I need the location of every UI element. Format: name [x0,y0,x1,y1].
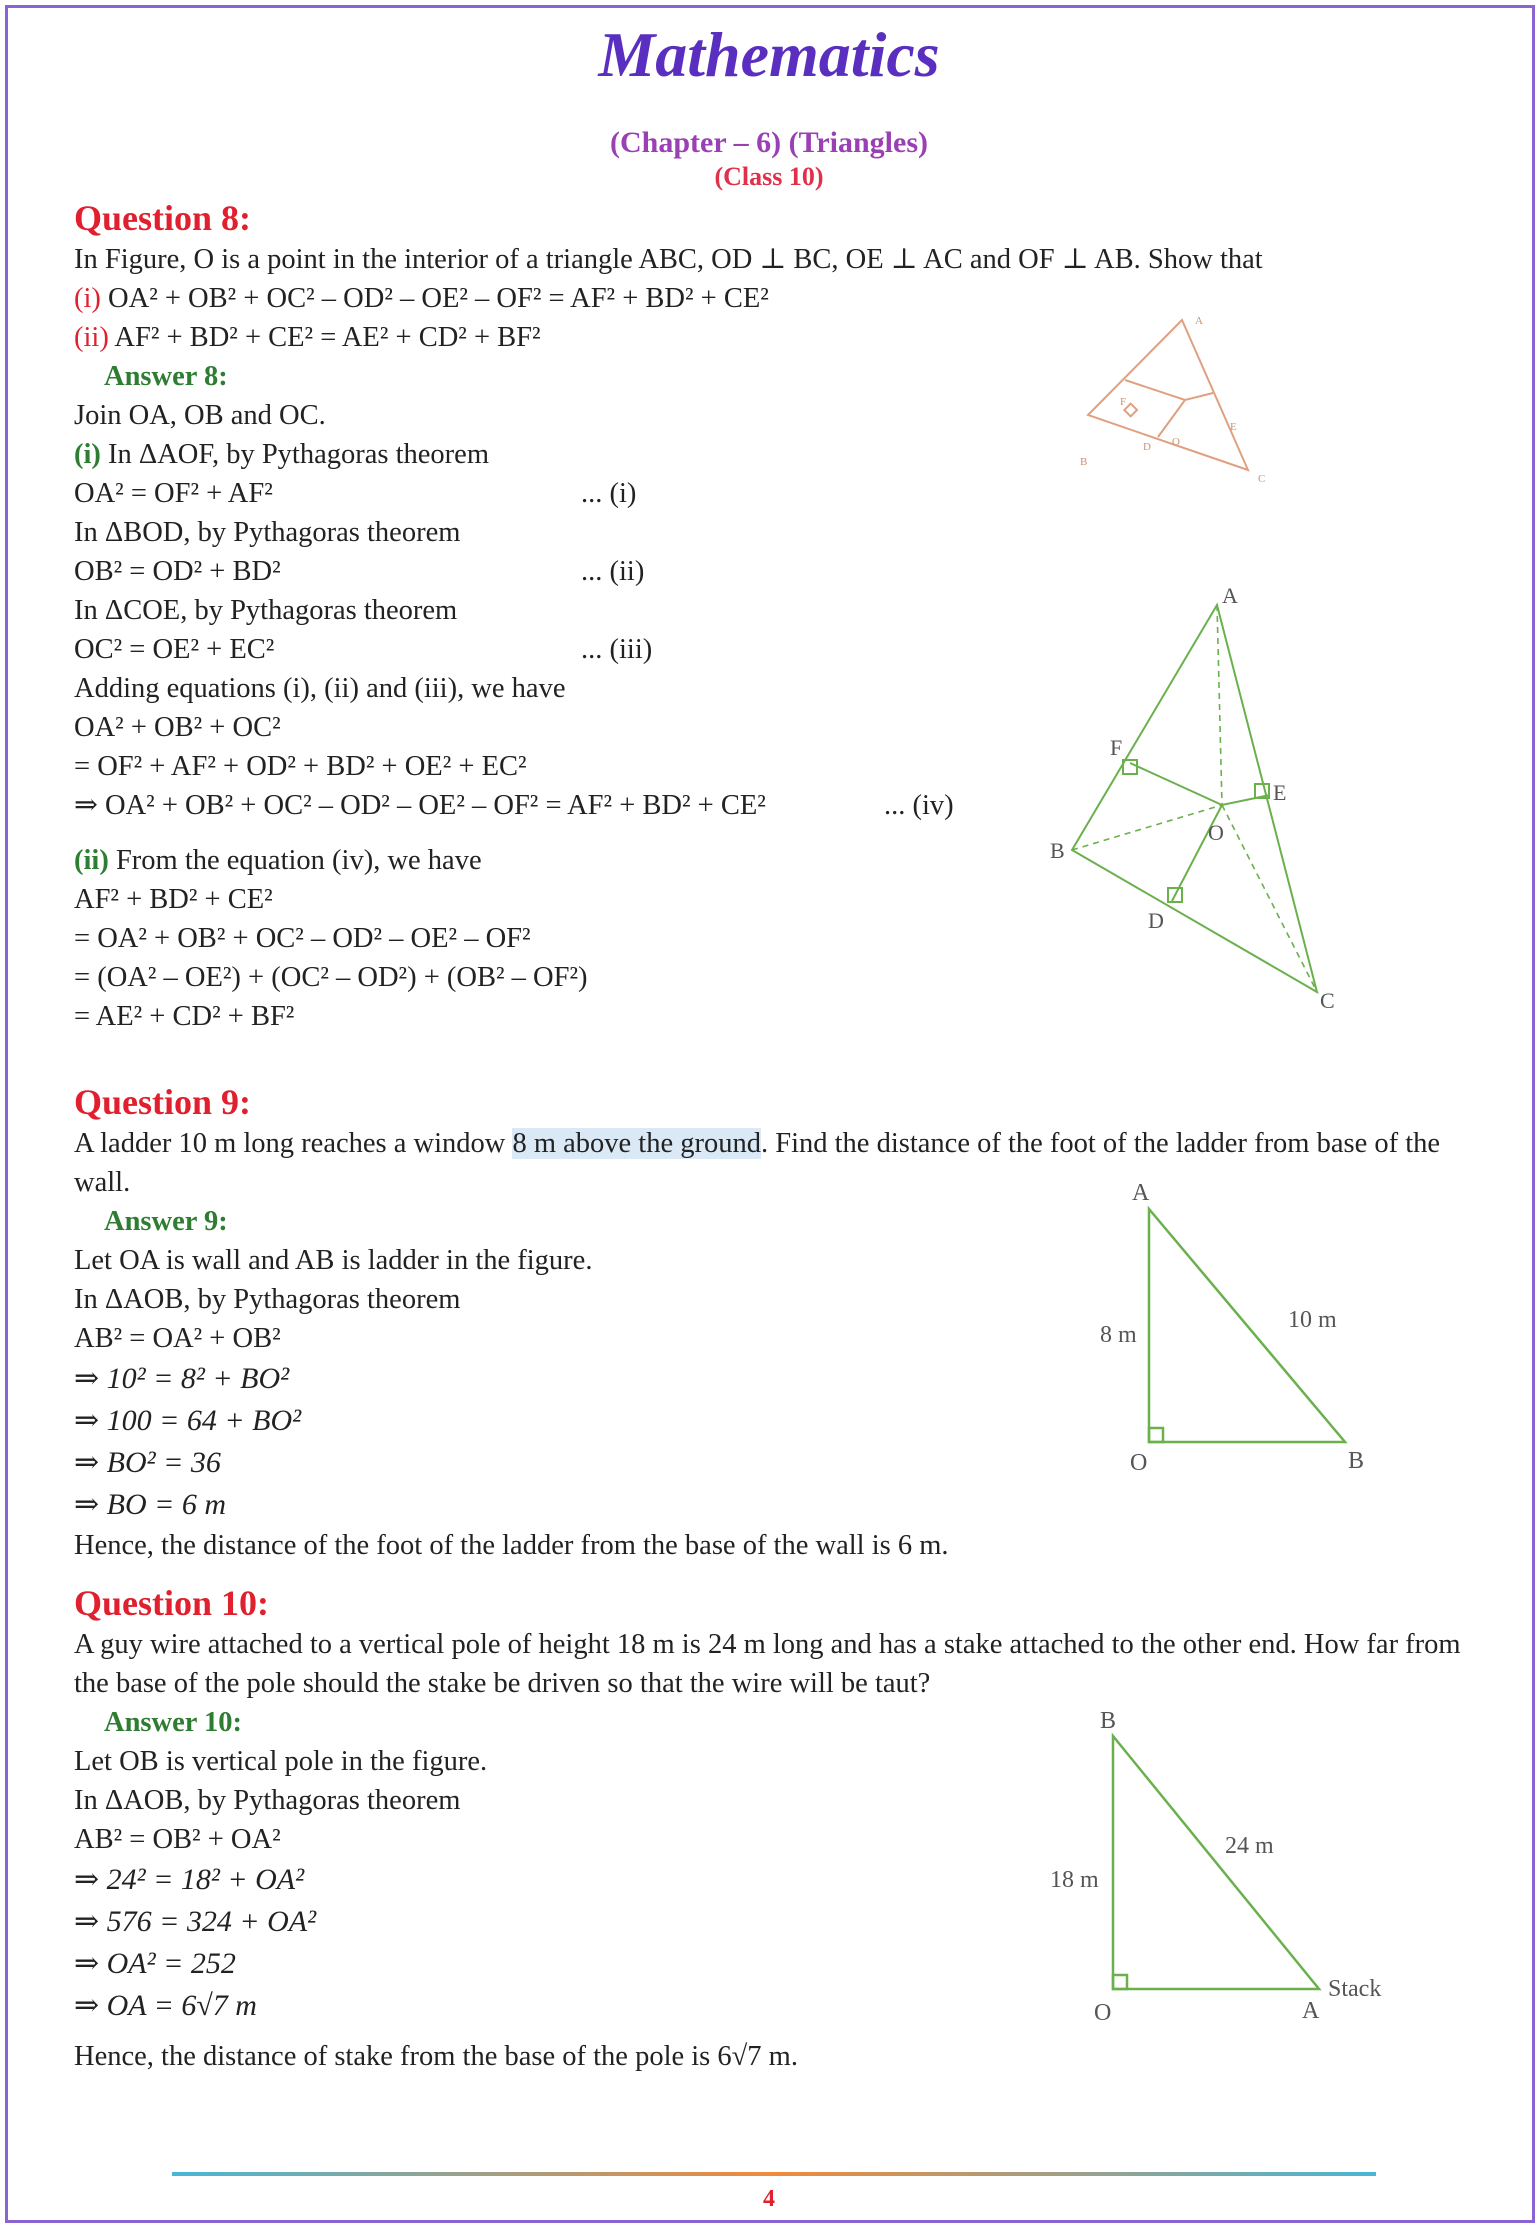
line: AB² = OA² + OB² [74,1323,281,1354]
line: Let OA is wall and AB is ladder in the figure. [74,1245,593,1276]
question-10-heading: Question 10: [74,1583,270,1623]
label-f: F [1120,396,1127,408]
equation-ref: ... (iv) [884,790,954,821]
answer-9-heading: Answer 9: [104,1206,228,1237]
math-line: ⇒ 24² = 18² + OA² [74,1863,305,1896]
equation-ref: ... (i) [581,478,637,509]
label: (ii) [74,845,109,876]
figure-ladder-labels [1100,1180,1364,1476]
text: A ladder 10 m long reaches a window [74,1128,513,1159]
math-line: ⇒ OA² = 252 [74,1947,236,1980]
conclusion: Hence, the distance of stake from the base of the pole is 6√7 m. [74,2041,798,2072]
label-d: D [1148,908,1164,933]
figure-triangle-small [1088,320,1248,470]
math-line: ⇒ 10² = 8² + BO² [74,1362,290,1395]
label-d: D [1143,441,1151,453]
label-b: B [1050,838,1065,863]
text: In ΔAOF, by Pythagoras theorem [108,439,489,470]
line: In ΔCOE, by Pythagoras theorem [74,595,458,626]
text: From the equation (iv), we have [108,845,482,876]
label-c: C [1320,988,1335,1013]
label-o: O [1130,1450,1148,1476]
label-a: A [1195,315,1203,327]
line: In ΔBOD, by Pythagoras theorem [74,517,461,548]
math-line: ⇒ 576 = 324 + OA² [74,1905,317,1938]
label-ladder-length: 10 m [1288,1307,1337,1333]
label-e: E [1230,421,1237,433]
line: Let OB is vertical pole in the figure. [74,1746,488,1777]
text: AF² + BD² + CE² = AE² + CD² + BF² [108,322,541,353]
text: OC² = OE² + EC² [74,634,275,665]
equation-ref: ... (ii) [581,556,645,587]
label-f: F [1110,735,1123,760]
math-line: ⇒ BO = 6 m [74,1488,227,1521]
label-o: O [1208,820,1224,845]
line: = (OA² – OE²) + (OC² – OD²) + (OB² – OF²) [74,962,588,993]
footer-divider [172,2172,1376,2176]
label-b: B [1348,1448,1365,1474]
label-b: B [1080,456,1088,468]
page-title: Mathematics [598,19,940,90]
line: Adding equations (i), (ii) and (iii), we have [74,673,566,704]
label: (i) [74,439,101,470]
figure-guy-wire-labels [1050,1708,1381,2026]
question-10-text: A guy wire attached to a vertical pole of height 18 m is 24 m long and has a stake attached to the other end. How far from the base of the pole should the stake be driven so that the wire will be taut? [74,1629,1461,1699]
label-e: E [1273,780,1287,805]
line: In ΔAOB, by Pythagoras theorem [74,1785,461,1816]
math-line: ⇒ BO² = 36 [74,1446,221,1479]
text: ⇒ OA² + OB² + OC² – OD² – OE² – OF² = AF² + BD² + CE² [74,790,766,821]
label: (ii) [74,322,109,353]
text: OB² = OD² + BD² [74,556,281,587]
label-o: O [1172,436,1180,448]
line: Join OA, OB and OC. [74,400,326,431]
page-number: 4 [763,2186,775,2212]
label-a: A [1222,583,1238,608]
line: AF² + BD² + CE² [74,884,273,915]
label-b: B [1100,1708,1117,1734]
highlighted-text: 8 m above the ground [512,1128,761,1159]
question-9-heading: Question 9: [74,1082,252,1122]
math-line: ⇒ OA = 6√7 m [74,1989,257,2022]
answer-10-heading: Answer 10: [104,1707,243,1738]
answer-8-heading: Answer 8: [104,361,228,392]
text: OA² = OF² + AF² [74,478,273,509]
figure-small-labels [1080,315,1265,485]
label-a: A [1302,1998,1320,2024]
question-8-heading: Question 8: [74,198,252,238]
line: OA² + OB² + OC² [74,712,281,743]
label: (i) [74,283,101,314]
label-wire-length: 24 m [1225,1833,1274,1859]
label-stake: Stack [1328,1976,1382,2002]
line: AB² = OB² + OA² [74,1824,281,1855]
line: = AE² + CD² + BF² [74,1001,295,1032]
line: = OF² + AF² + OD² + BD² + OE² + EC² [74,751,527,782]
class-heading: (Class 10) [714,162,824,191]
question-8-text: In Figure, O is a point in the interior of a triangle ABC, OD ⊥ BC, OE ⊥ AC and OF ⊥ AB. Show that [74,244,1263,275]
label-a: A [1132,1180,1150,1206]
label-o: O [1094,2000,1112,2026]
line: In ΔAOB, by Pythagoras theorem [74,1284,461,1315]
text: OA² + OB² + OC² – OD² – OE² – OF² = AF² + BD² + CE² [100,283,769,314]
label-pole-height: 18 m [1050,1867,1099,1893]
label-c: C [1258,473,1266,485]
label-wall-height: 8 m [1100,1322,1137,1348]
line: = OA² + OB² + OC² – OD² – OE² – OF² [74,923,531,954]
text: . Find the distance of the foot of the ladder from base of the wall. [74,1128,1441,1198]
figure-guy-wire [1113,1736,1319,1989]
equation-ref: ... (iii) [581,634,653,665]
math-line: ⇒ 100 = 64 + BO² [74,1404,302,1437]
conclusion: Hence, the distance of the foot of the ladder from the base of the wall is 6 m. [74,1530,949,1561]
chapter-heading: (Chapter – 6) (Triangles) [609,126,929,159]
